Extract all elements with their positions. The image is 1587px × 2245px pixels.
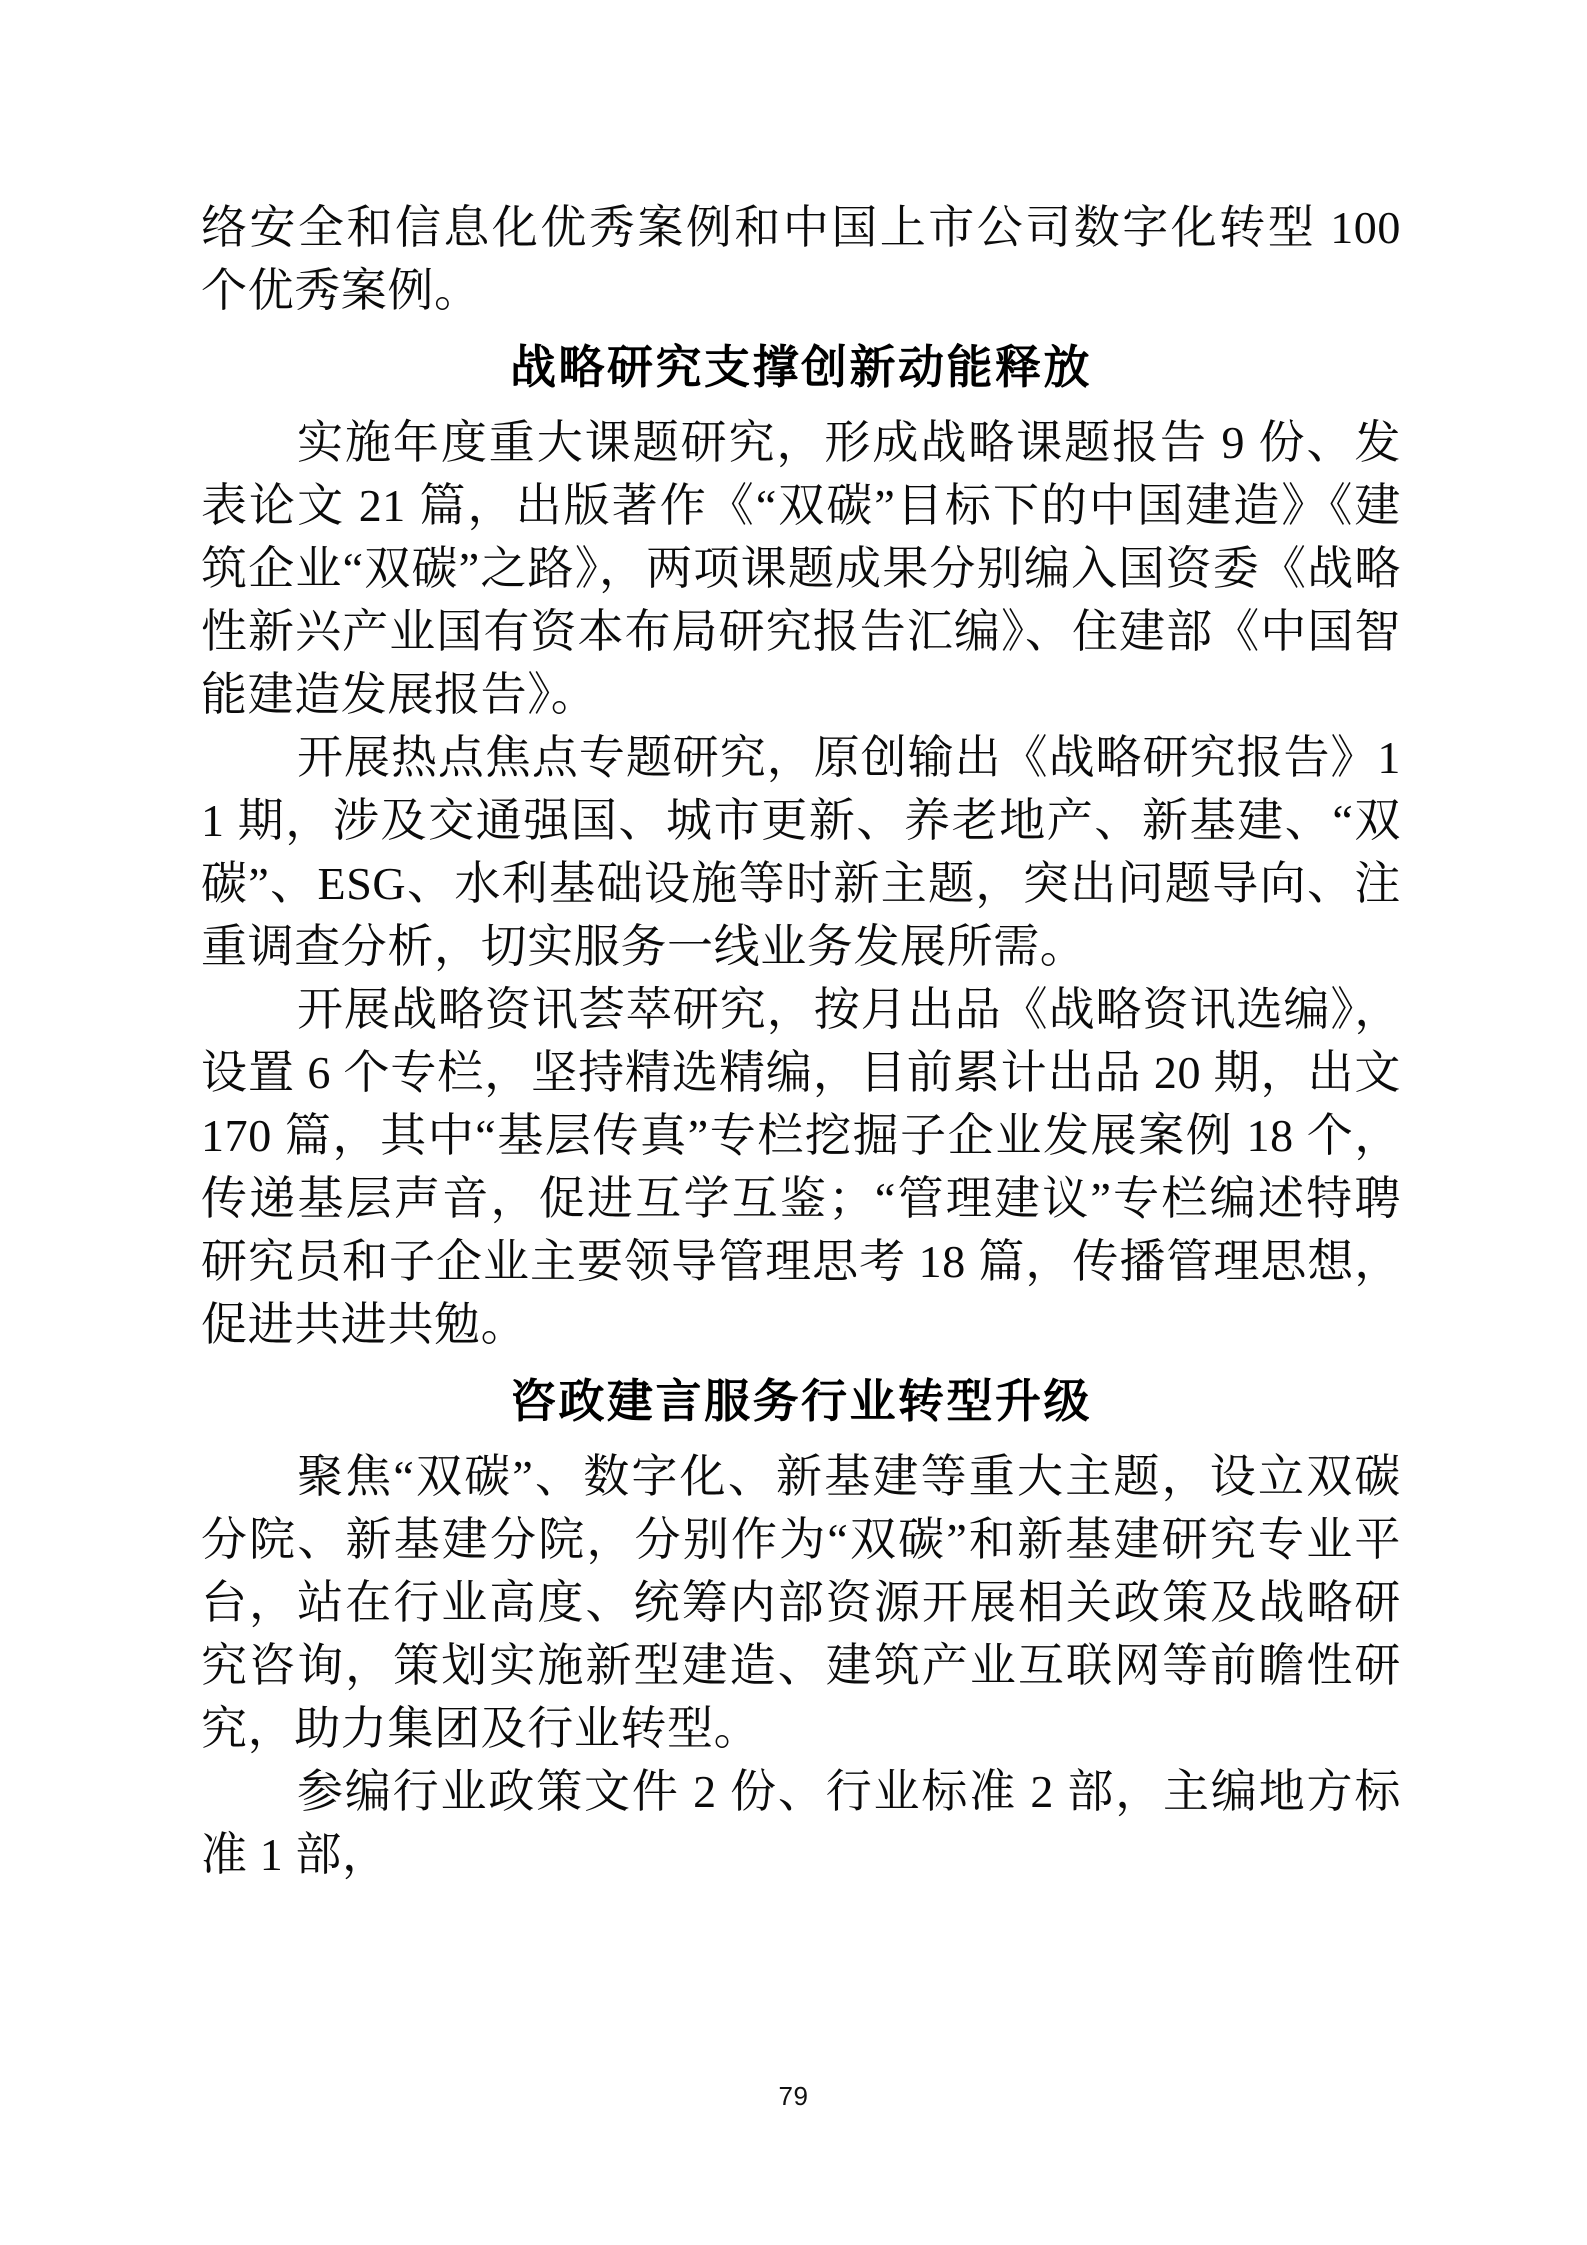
paragraph-strategy-info-digest: 开展战略资讯荟萃研究，按月出品《战略资讯选编》，设置 6 个专栏，坚持精选精编，目前累计出品 20 期，出文 170 篇，其中“基层传真”专栏挖掘子企业发展案例 18 个，传递基层声音，促进互学互鉴；“管理建议”专栏编述特聘研究员和子企业主要领导管理思考 18 篇，传播管理思想，促进共进共勉。: [201, 984, 1401, 1350]
vertical-spacer: [201, 322, 1401, 336]
paragraph-hotspot-research: 开展热点焦点专题研究，原创输出《战略研究报告》11 期，涉及交通强国、城市更新、养老地产、新基建、“双碳”、ESG、水利基础设施等时新主题，突出问题导向、注重调查分析，切实服务一线业务发展所需。: [201, 732, 1401, 972]
page-number: 79: [778, 2081, 809, 2111]
heading-strategy-research: 战略研究支撑创新动能释放: [510, 342, 1092, 393]
page-content: [201, 196, 1401, 1886]
vertical-spacer: [201, 1356, 1401, 1370]
paragraph-continuation: 络安全和信息化优秀案例和中国上市公司数字化转型 100 个优秀案例。: [201, 202, 1401, 316]
paragraph-dual-carbon-platforms: 聚焦“双碳”、数字化、新基建等重大主题，设立双碳分院、新基建分院，分别作为“双碳”和新基建研究专业平台，站在行业高度、统筹内部资源开展相关政策及战略研究咨询，策划实施新型建造、建筑产业互联网等前瞻性研究，助力集团及行业转型。: [201, 1451, 1401, 1754]
paragraph-industry-standards: 参编行业政策文件 2 份、行业标准 2 部，主编地方标准 1 部，: [201, 1766, 1401, 1880]
heading-advisory-services: 咨政建言服务行业转型升级: [510, 1376, 1092, 1427]
vertical-spacer: [201, 1433, 1401, 1445]
paragraph-annual-major-topics: 实施年度重大课题研究，形成战略课题报告 9 份、发表论文 21 篇，出版著作《“双碳”目标下的中国建造》《建筑企业“双碳”之路》，两项课题成果分别编入国资委《战略性新兴产业国有资本布局研究报告汇编》、住建部《中国智能建造发展报告》。: [201, 417, 1401, 720]
vertical-spacer: [201, 399, 1401, 411]
